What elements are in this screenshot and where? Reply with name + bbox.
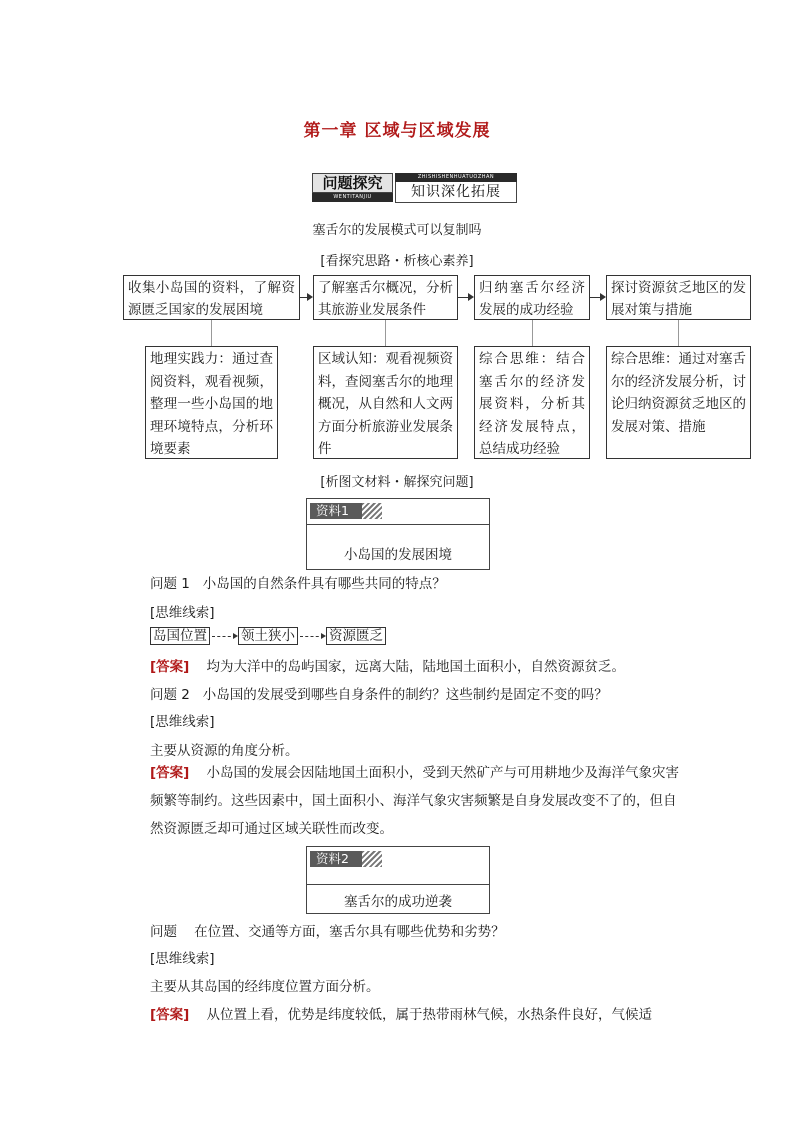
flow-step-1: 收集小岛国的资料，了解资源匮乏国家的发展困境	[123, 275, 300, 320]
question-1-label: 问题 1	[150, 576, 190, 592]
question-2-label: 问题 2	[150, 687, 190, 703]
answer-text-1: 均为大洋中的岛屿国家，远离大陆，陆地国土面积小，自然资源贫乏。	[206, 659, 626, 675]
section-banner	[312, 173, 517, 203]
banner-left-text: 问题探究	[312, 173, 393, 193]
material-card-1	[306, 498, 490, 570]
flow-connector-1	[211, 320, 212, 346]
material-caption-2: 塞舌尔的成功逆袭	[344, 894, 452, 910]
banner-left-sub: WENTITANJIU	[312, 193, 393, 202]
answer-3	[150, 1003, 652, 1023]
flow-step-3: 归纳塞舌尔经济发展的成功经验	[474, 275, 590, 320]
material-divider	[307, 524, 489, 525]
question-2	[150, 683, 608, 703]
literacy-box-3: 综合思维：结合塞舌尔的经济发展资料，分析其经济发展特点，总结成功经验	[474, 346, 590, 459]
flow-connector-2	[385, 320, 386, 346]
flow-step-4: 探讨资源贫乏地区的发展对策与措施	[606, 275, 751, 320]
clue-text-3: 主要从其岛国的经纬度位置方面分析。	[150, 979, 380, 995]
question-2-text: 小岛国的发展受到哪些自身条件的制约？这些制约是固定不变的吗？	[202, 687, 608, 703]
banner-right-text: 知识深化拓展	[395, 182, 517, 203]
literacy-box-1: 地理实践力：通过查阅资料，观看视频，整理一些小岛国的地理环境特点，分析环境要素	[145, 346, 278, 459]
flow-arrow-2	[458, 297, 472, 298]
clue-label-1: [思维线索]	[150, 605, 215, 621]
banner-left	[312, 173, 393, 203]
answer-label-1: [答案]	[150, 659, 190, 675]
topic-title: 塞舌尔的发展模式可以复制吗	[312, 223, 482, 238]
answer-1	[150, 655, 625, 675]
material-tag-2: 资料2	[310, 851, 362, 867]
question-1	[150, 572, 446, 592]
clue-label-3: [思维线索]	[150, 951, 215, 967]
material-tag-1: 资料1	[310, 503, 362, 519]
chain-item-2: 领土狭小	[238, 627, 298, 645]
question-3-text: 在位置、交通等方面，塞舌尔具有哪些优势和劣势？	[194, 924, 505, 940]
banner-right-sub: ZHISHISHENHUATUOZHAN	[395, 173, 517, 182]
answer-label-2: [答案]	[150, 765, 190, 781]
answer-text-3: 从位置上看，优势是纬度较低，属于热带雨林气候，水热条件良好，气候适	[206, 1007, 653, 1023]
material-caption-1: 小岛国的发展困境	[344, 547, 452, 563]
question-3	[150, 920, 505, 940]
chapter-title: 第一章 区域与区域发展	[303, 121, 491, 141]
flow-connector-3	[532, 320, 533, 346]
literacy-box-4: 综合思维：通过对塞舌尔的经济发展分析，讨论归纳资源贫乏地区的发展对策、措施	[606, 346, 751, 459]
question-3-label: 问题	[150, 924, 177, 940]
clue-text-2: 主要从资源的角度分析。	[150, 743, 299, 759]
flow-arrow-1	[300, 297, 311, 298]
flow-section-head: [看探究思路・析核心素养]	[320, 254, 474, 269]
flow-connector-4	[678, 320, 679, 346]
answer-label-3: [答案]	[150, 1007, 190, 1023]
banner-right	[395, 173, 517, 203]
clue-chain	[150, 627, 386, 645]
answer-text-2: 小岛国的发展会因陆地国土面积小，受到天然矿产与可用耕地少及海洋气象灾害频繁等制约。这些因素中，国土面积小、海洋气象灾害频繁是自身发展改变不了的，但自然资源匮乏却可通过区域关联性而改变。	[150, 765, 680, 837]
chain-item-1: 岛国位置	[150, 627, 210, 645]
chain-arrow-1	[212, 636, 236, 637]
flow-arrow-3	[590, 297, 604, 298]
flow-step-2: 了解塞舌尔概况，分析其旅游业发展条件	[313, 275, 458, 320]
question-1-text: 小岛国的自然条件具有哪些共同的特点？	[202, 576, 446, 592]
material-section-head: [析图文材料・解探究问题]	[320, 475, 474, 490]
answer-2	[150, 759, 680, 843]
chain-item-3: 资源匮乏	[326, 627, 386, 645]
material-card-2	[306, 846, 490, 914]
clue-label-2: [思维线索]	[150, 714, 215, 730]
chain-arrow-2	[300, 636, 324, 637]
material-divider	[307, 884, 489, 885]
literacy-box-2: 区域认知：观看视频资料，查阅塞舌尔的地理概况，从自然和人文两方面分析旅游业发展条件	[313, 346, 458, 459]
